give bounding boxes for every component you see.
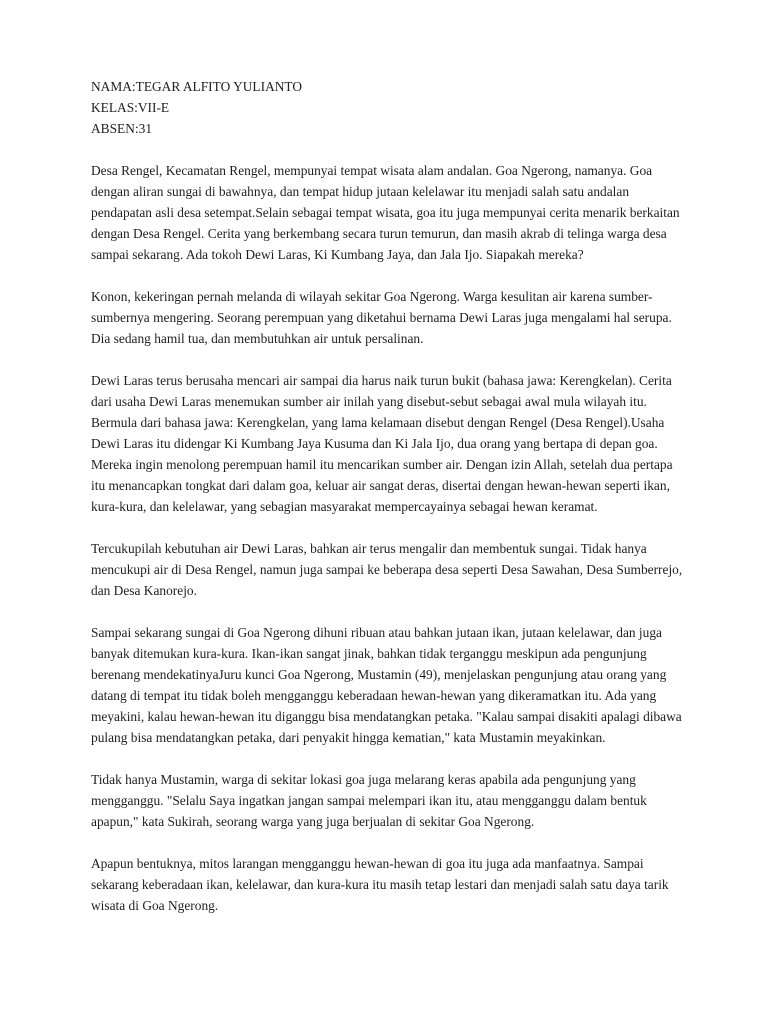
document-body bbox=[91, 76, 683, 916]
paragraph-intro: Desa Rengel, Kecamatan Rengel, mempunyai tempat wisata alam andalan. Goa Ngerong, namanya. Goa dengan aliran sungai di bawahnya, dan tempat hidup jutaan kelelawar itu menjadi salah satu andalan pendapatan asli desa setempat.Selain sebagai tempat wisata, goa itu juga mempunyai cerita menarik berkaitan dengan Desa Rengel. Cerita yang berkembang secara turun temurun, dan masih akrab di telinga warga desa sampai sekarang. Ada tokoh Dewi Laras, Ki Kumbang Jaya, dan Jala Ijo. Siapakah mereka? bbox=[91, 163, 680, 262]
paragraph-residents: Tidak hanya Mustamin, warga di sekitar lokasi goa juga melarang keras apabila ada pengunjung yang mengganggu. "Selalu Saya ingatkan jangan sampai melempari ikan itu, atau mengganggu dalam bentuk apapun," kata Sukirah, seorang warga yang juga berjualan di sekitar Goa Ngerong. bbox=[91, 772, 647, 829]
student-class: KELAS:VII-E bbox=[91, 100, 170, 115]
student-name: NAMA:TEGAR ALFITO YULIANTO bbox=[91, 79, 303, 94]
paragraph-caretaker: Sampai sekarang sungai di Goa Ngerong dihuni ribuan atau bahkan jutaan ikan, jutaan kelelawar, dan juga banyak ditemukan kura-kura. Ikan-ikan sangat jinak, bahkan tidak terganggu meskipun ada pengunjung berenang mendekatinyaJuru kunci Goa Ngerong, Mustamin (49), menjelaskan pengunjung atau orang yang datang di tempat itu tidak boleh mengganggu keberadaan hewan-hewan yang dikeramatkan itu. Ada yang meyakini, kalau hewan-hewan itu diganggu bisa mendatangkan petaka. "Kalau sampai disakiti apalagi dibawa pulang bisa mendatangkan petaka, dari penyakit hingga kematian," kata Mustamin meyakinkan. bbox=[91, 625, 682, 745]
paragraph-drought: Konon, kekeringan pernah melanda di wilayah sekitar Goa Ngerong. Warga kesulitan air karena sumber-sumbernya mengering. Seorang perempuan yang diketahui bernama Dewi Laras juga mengalami hal serupa. Dia sedang hamil tua, dan membutuhkan air untuk persalinan. bbox=[91, 289, 672, 346]
student-number: ABSEN:31 bbox=[91, 121, 153, 136]
paragraph-origin: Dewi Laras terus berusaha mencari air sampai dia harus naik turun bukit (bahasa jawa: Kerengkelan). Cerita dari usaha Dewi Laras menemukan sumber air inilah yang disebut-sebut sebagai awal mula wilayah itu. Bermula dari bahasa jawa: Kerengkelan, yang lama kelamaan disebut dengan Rengel (Desa Rengel).Usaha Dewi Laras itu didengar Ki Kumbang Jaya Kusuma dan Ki Jala Ijo, dua orang yang bertapa di depan goa. Mereka ingin menolong perempuan hamil itu mencarikan sumber air. Dengan izin Allah, setelah dua pertapa itu menancapkan tongkat dari dalam goa, keluar air sangat deras, disertai dengan hewan-hewan seperti ikan, kura-kura, dan kelelawar, yang sebagian masyarakat mempercayainya sebagai hewan keramat. bbox=[91, 373, 673, 514]
paragraph-conclusion: Apapun bentuknya, mitos larangan mengganggu hewan-hewan di goa itu juga ada manfaatnya. Sampai sekarang keberadaan ikan, kelelawar, dan kura-kura itu masih tetap lestari dan menjadi salah satu daya tarik wisata di Goa Ngerong. bbox=[91, 856, 669, 913]
paragraph-river: Tercukupilah kebutuhan air Dewi Laras, bahkan air terus mengalir dan membentuk sungai. Tidak hanya mencukupi air di Desa Rengel, namun juga sampai ke beberapa desa seperti Desa Sawahan, Desa Sumberrejo, dan Desa Kanorejo. bbox=[91, 541, 683, 598]
